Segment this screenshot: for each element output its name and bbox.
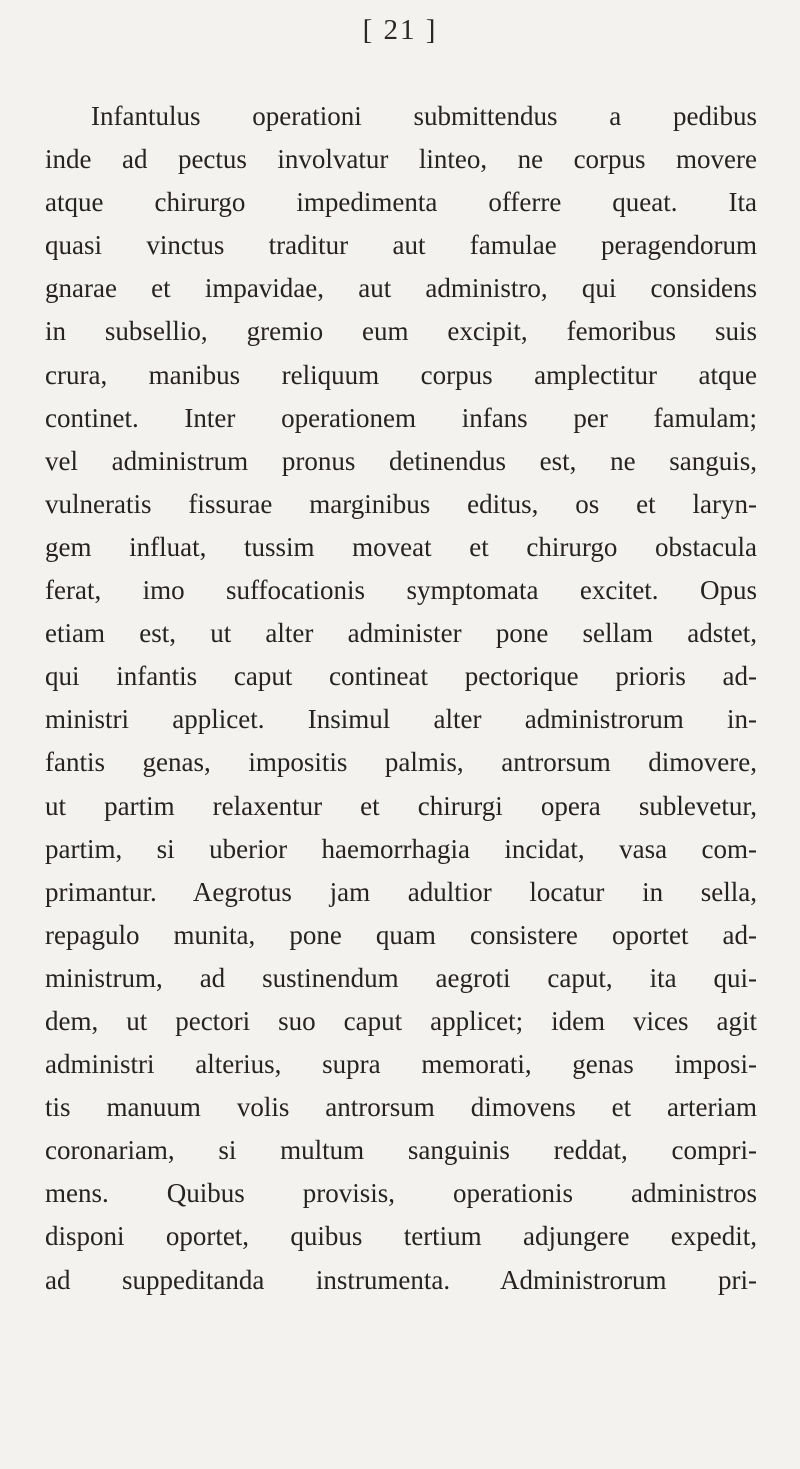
body-paragraph: [45, 95, 757, 1302]
text-line: inde ad pectus involvatur linteo, ne corpus movere: [45, 144, 757, 175]
text-line: administri alterius, supra memorati, genas imposi-: [45, 1049, 757, 1080]
text-line: disponi oportet, quibus tertium adjungere expedit,: [45, 1221, 757, 1252]
text-line: mens. Quibus provisis, operationis administros: [45, 1178, 757, 1209]
text-line: continet. Inter operationem infans per famulam;: [45, 402, 757, 433]
text-line: primantur. Aegrotus jam adultior locatur in sella,: [45, 876, 757, 907]
text-line: ferat, imo suffocationis symptomata excitet. Opus: [45, 575, 757, 606]
text-line: fantis genas, impositis palmis, antrorsum dimovere,: [45, 747, 757, 778]
text-line: etiam est, ut alter administer pone sellam adstet,: [45, 618, 757, 649]
text-line: Infantulus operationi submittendus a pedibus: [91, 101, 757, 131]
text-line: vel administrum pronus detinendus est, ne sanguis,: [45, 445, 757, 476]
text-line: partim, si uberior haemorrhagia incidat, vasa com-: [45, 833, 757, 864]
text-line: tis manuum volis antrorsum dimovens et arteriam: [45, 1092, 757, 1123]
page-number-header: [ 21 ]: [362, 14, 438, 46]
text-line: quasi vinctus traditur aut famulae peragendorum: [45, 230, 757, 261]
text-line: ut partim relaxentur et chirurgi opera sublevetur,: [45, 790, 757, 821]
text-line: gem influat, tussim moveat et chirurgo obstacula: [45, 531, 757, 562]
text-line: coronariam, si multum sanguinis reddat, compri-: [45, 1135, 757, 1166]
text-line: in subsellio, gremio eum excipit, femoribus suis: [45, 316, 757, 347]
text-line: dem, ut pectori suo caput applicet; idem vices agit: [45, 1005, 757, 1036]
text-line: atque chirurgo impedimenta offerre queat. Ita: [45, 187, 757, 218]
text-line: ministri applicet. Insimul alter administrorum in-: [45, 704, 757, 735]
text-line: ministrum, ad sustinendum aegroti caput, ita qui-: [45, 962, 757, 993]
text-line: crura, manibus reliquum corpus amplectitur atque: [45, 359, 757, 390]
text-line: gnarae et impavidae, aut administro, qui considens: [45, 273, 757, 304]
text-line: vulneratis fissurae marginibus editus, os et laryn-: [45, 488, 757, 519]
text-line: ad suppeditanda instrumenta. Administrorum pri-: [45, 1264, 757, 1295]
text-line: repagulo munita, pone quam consistere oportet ad-: [45, 919, 757, 950]
text-line: qui infantis caput contineat pectorique prioris ad-: [45, 661, 757, 692]
